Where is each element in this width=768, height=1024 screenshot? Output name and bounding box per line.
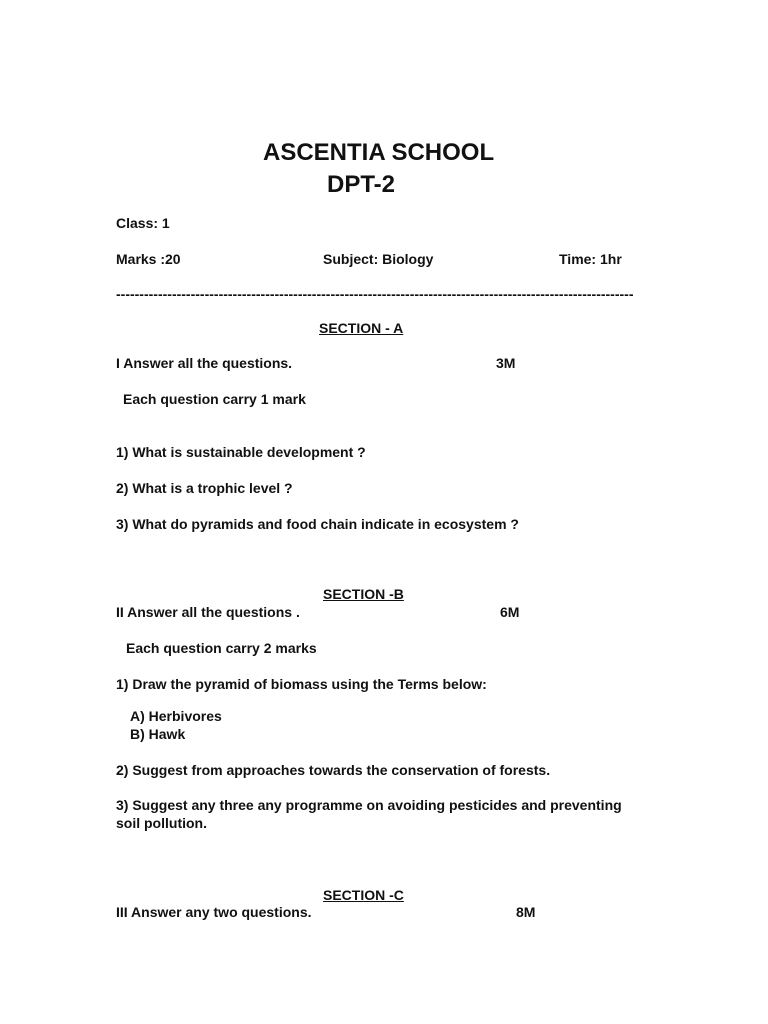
divider-line: --------------------------------------------------------------------------------------------------------------- bbox=[116, 286, 634, 302]
section-a-heading: SECTION - A bbox=[319, 320, 404, 336]
class-info: Class: 1 bbox=[116, 215, 170, 231]
section-b-option: B) Hawk bbox=[130, 726, 186, 742]
section-a-question: 1) What is sustainable development ? bbox=[116, 444, 366, 460]
section-b-note: Each question carry 2 marks bbox=[126, 640, 317, 656]
section-a-marks: 3M bbox=[496, 355, 516, 371]
section-b-instruction: II Answer all the questions . bbox=[116, 604, 300, 620]
section-b-question: 1) Draw the pyramid of biomass using the Terms below: bbox=[116, 676, 487, 692]
section-b-marks: 6M bbox=[500, 604, 520, 620]
section-b-option: A) Herbivores bbox=[130, 708, 222, 724]
marks-info: Marks :20 bbox=[116, 251, 181, 267]
section-c-heading: SECTION -C bbox=[323, 887, 404, 903]
section-a-instruction: I Answer all the questions. bbox=[116, 355, 293, 371]
test-title: DPT-2 bbox=[327, 171, 396, 198]
section-c-marks: 8M bbox=[516, 904, 536, 920]
section-c-instruction: III Answer any two questions. bbox=[116, 904, 312, 920]
section-b-question: 3) Suggest any three any programme on avoiding pesticides and preventing soil pollution. bbox=[116, 797, 622, 831]
time-info: Time: 1hr bbox=[559, 251, 622, 267]
section-a-note: Each question carry 1 mark bbox=[123, 391, 306, 407]
subject-info: Subject: Biology bbox=[323, 251, 434, 267]
section-a-question: 2) What is a trophic level ? bbox=[116, 480, 293, 496]
section-b-question: 2) Suggest from approaches towards the conservation of forests. bbox=[116, 762, 551, 778]
school-name: ASCENTIA SCHOOL bbox=[263, 139, 495, 166]
section-a-question: 3) What do pyramids and food chain indicate in ecosystem ? bbox=[116, 516, 519, 532]
section-b-heading: SECTION -B bbox=[323, 586, 404, 602]
